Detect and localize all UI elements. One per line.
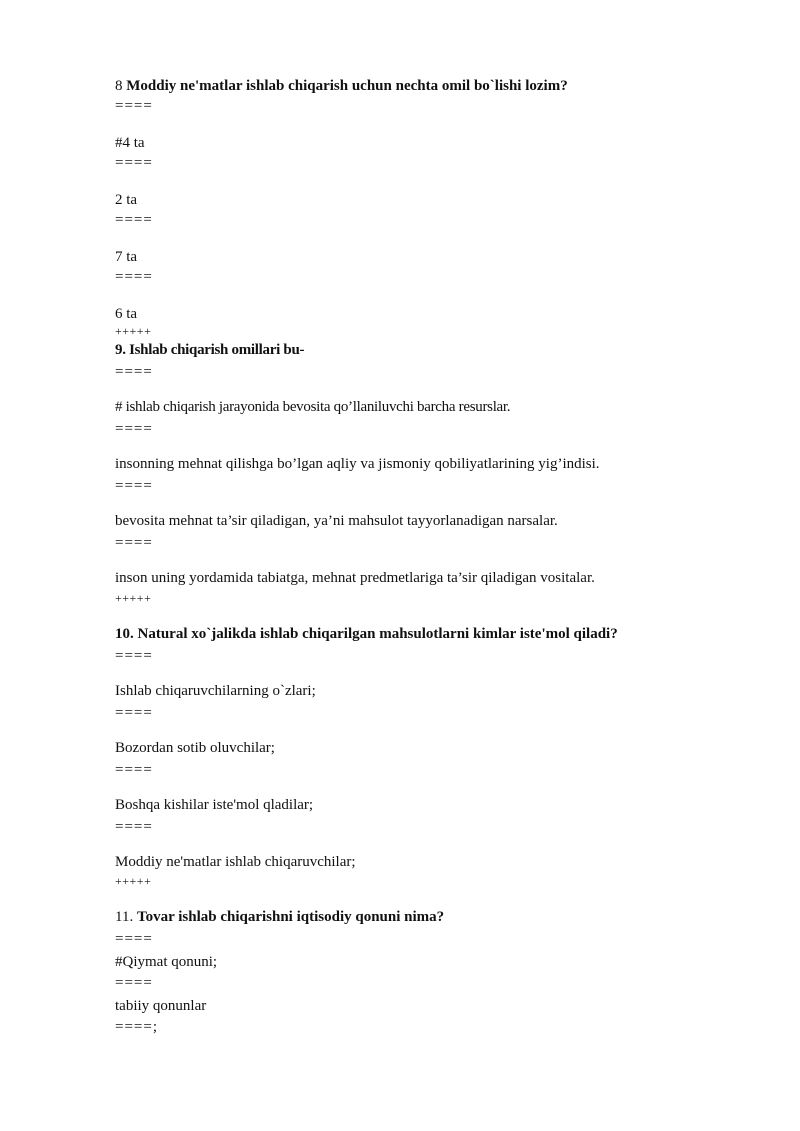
question-end-marker: +++++ (115, 874, 152, 888)
answer-option: 7 ta (115, 249, 138, 265)
question-text: Tovar ishlab chiqarishni iqtisodiy qonuni nima? (136, 909, 445, 925)
answer-option: Bozordan sotib oluvchilar; (115, 740, 275, 756)
question-text: Moddiy ne'matlar ishlab chiqarish uchun nechta omil bo`lishi lozim? (126, 78, 568, 94)
question-number: 11. (115, 909, 134, 925)
question-end-marker: +++++ (115, 591, 152, 605)
separator: ==== (115, 819, 153, 835)
question-text: 9. Ishlab chiqarish omillari bu- (115, 342, 305, 358)
answer-option: Boshqa kishilar iste'mol qladilar; (115, 797, 314, 813)
question-11 (115, 908, 444, 926)
answer-option: #4 ta (115, 135, 145, 151)
separator: ==== (115, 975, 153, 991)
separator: ==== (115, 269, 153, 285)
separator: ==== (115, 98, 153, 114)
answer-option: tabiiy qonunlar (115, 998, 207, 1014)
answer-option: inson uning yordamida tabiatga, mehnat predmetlariga ta’sir qiladigan vositalar. (115, 570, 595, 586)
answer-option: bevosita mehnat ta’sir qiladigan, ya’ni mahsulot tayyorlanadigan narsalar. (115, 513, 558, 529)
separator: ==== (115, 535, 153, 551)
separator: ====; (115, 1019, 159, 1035)
answer-option: # ishlab chiqarish jarayonida bevosita qo’llaniluvchi barcha resurslar. (115, 399, 511, 415)
separator: ==== (115, 705, 153, 721)
separator: ==== (115, 478, 153, 494)
answer-option: 2 ta (115, 192, 138, 208)
answer-option: Ishlab chiqaruvchilarning o`zlari; (115, 683, 316, 699)
answer-option: insonning mehnat qilishga bo’lgan aqliy va jismoniy qobiliyatlarining yig’indisi. (115, 456, 600, 472)
separator: ==== (115, 155, 153, 171)
question-9 (115, 341, 304, 359)
question-number: 8 (115, 78, 123, 94)
answer-option: Moddiy ne'matlar ishlab chiqaruvchilar; (115, 854, 356, 870)
separator: ==== (115, 421, 153, 437)
separator: ==== (115, 212, 153, 228)
answer-option: 6 ta (115, 306, 138, 322)
question-8 (115, 77, 568, 95)
separator: ==== (115, 648, 153, 664)
separator: ==== (115, 931, 153, 947)
question-end-marker: +++++ (115, 324, 152, 338)
question-10 (115, 625, 618, 643)
question-text: 10. Natural xo`jalikda ishlab chiqarilgan mahsulotlarni kimlar iste'mol qiladi? (115, 626, 618, 642)
separator: ==== (115, 364, 153, 380)
separator: ==== (115, 762, 153, 778)
answer-option: #Qiymat qonuni; (115, 954, 218, 970)
